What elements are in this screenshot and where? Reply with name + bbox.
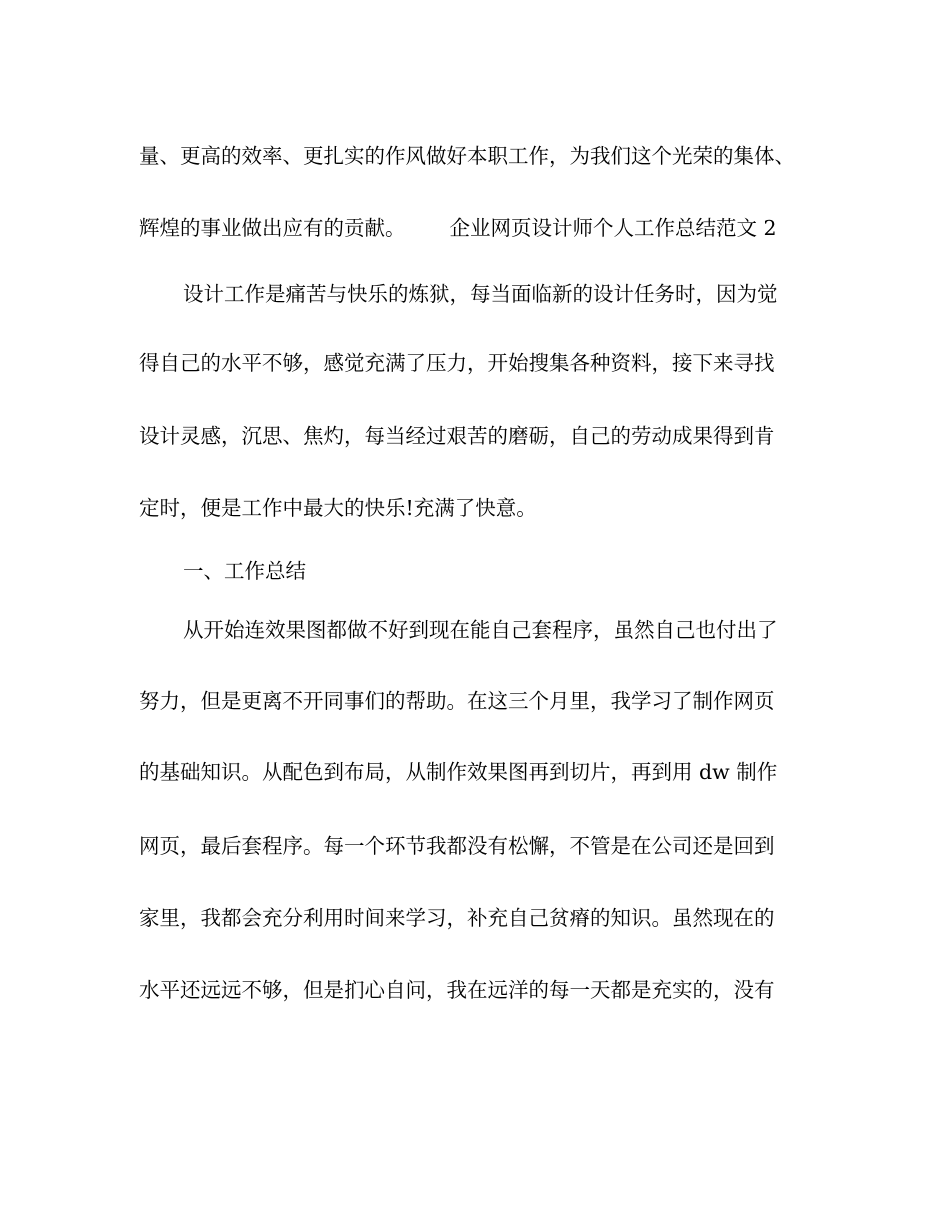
paragraph-line-5: 设计灵感，沉思、焦灼，每当经过艰苦的磨砺，自己的劳动成果得到肯 [139, 424, 775, 448]
paragraph-line-1: 量、更高的效率、更扎实的作风做好本职工作，为我们这个光荣的集体、 [139, 144, 795, 168]
paragraph-line-6: 定时，便是工作中最大的快乐!充满了快意。 [139, 496, 537, 520]
paragraph-line-4: 得自己的水平不够，感觉充满了压力，开始搜集各种资料，接下来寻找 [139, 351, 775, 375]
paragraph-line-9: 的基础知识。从配色到布局，从制作效果图再到切片，再到用 dw 制作 [139, 760, 778, 784]
section-heading: 一、工作总结 [183, 559, 306, 583]
paragraph-line-2 [139, 214, 839, 242]
paragraph-line-2-text: 辉煌的事业做出应有的贡献。 [139, 216, 406, 240]
paragraph-line-7: 从开始连效果图都做不好到现在能自己套程序，虽然自己也付出了 [183, 618, 778, 642]
paragraph-line-11: 家里，我都会充分利用时间来学习，补充自己贫瘠的知识。虽然现在的 [139, 906, 775, 930]
paragraph-line-12: 水平还远远不够，但是扪心自问，我在远洋的每一天都是充实的，没有 [139, 978, 775, 1002]
paragraph-line-10: 网页，最后套程序。每一个环节我都没有松懈，不管是在公司还是回到 [139, 834, 775, 858]
paragraph-line-8: 努力，但是更离不开同事们的帮助。在这三个月里，我学习了制作网页 [139, 689, 775, 713]
section-title: 企业网页设计师个人工作总结范文 2 [449, 216, 777, 240]
paragraph-line-3: 设计工作是痛苦与快乐的炼狱，每当面临新的设计任务时，因为觉 [183, 282, 778, 306]
